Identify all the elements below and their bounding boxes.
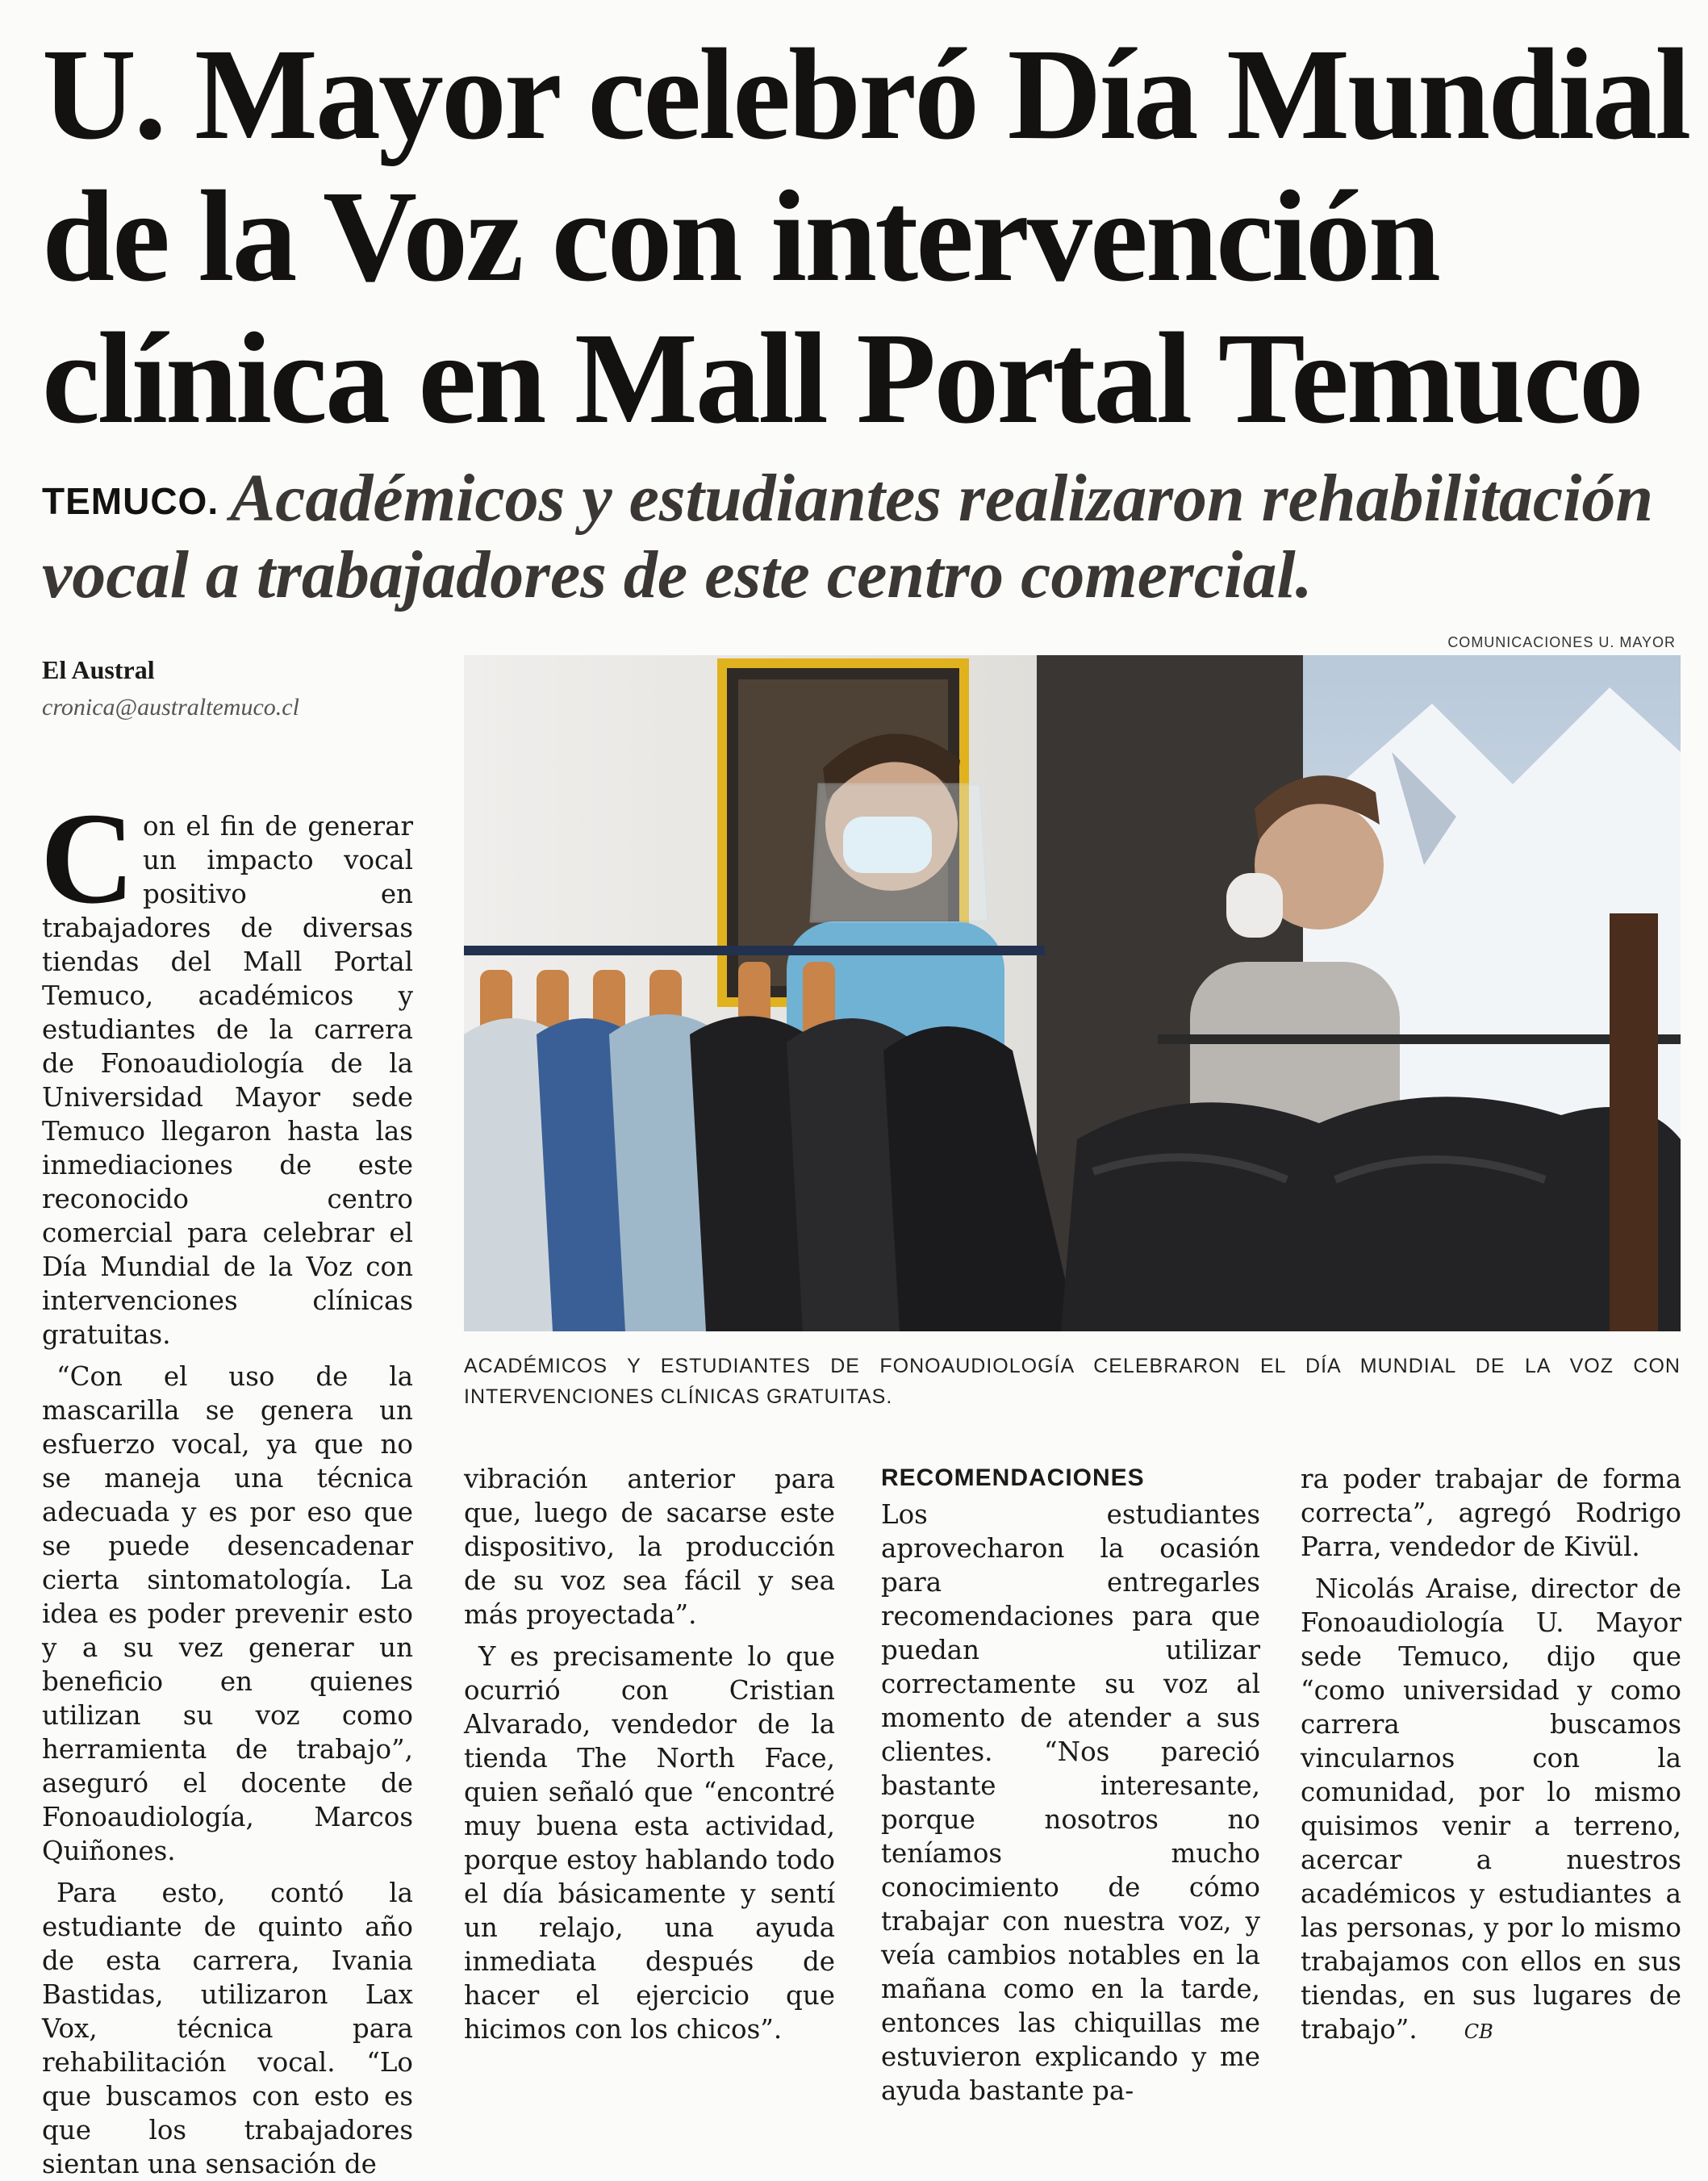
deck-line-2: vocal a trabajadores de este centro comercial. xyxy=(42,537,1313,612)
paragraph-8 xyxy=(1301,1572,1681,2049)
paragraph-2: “Con el uso de la mascarilla se genera un esfuerzo vocal, ya que no se maneja una técnica adecuada y es por eso que se puede desencadenar cierta sintomatología. La idea es poder prevenir esto y a su vez generar un beneficio en quienes utilizan su voz como herramienta de trabajo”, aseguró el docente de Fonoaudiología, Marcos Quiñones. xyxy=(42,1361,413,1866)
column-1 xyxy=(40,787,413,2181)
headline-line-3: clínica en Mall Portal Temuco xyxy=(42,307,1642,451)
drop-cap: C xyxy=(40,787,135,931)
headline xyxy=(42,23,1689,451)
store-scene-illustration xyxy=(464,655,1681,1331)
paragraph-4: vibración anterior para que, luego de sacarse este dispositivo, la producción de su voz sea fácil y sea más proyectada”. xyxy=(464,1464,835,1630)
byline-author: El Austral xyxy=(42,655,155,684)
end-mark: CB xyxy=(1464,2020,1493,2043)
paragraph-3: Para esto, contó la estudiante de quinto año de esta carrera, Ivania Bastidas, utilizaron Lax Vox, técnica para rehabilitación vocal. “Lo que buscamos con esto es que los trabajadores sientan una sensación de xyxy=(42,1878,413,2179)
byline-email: cronica@australtemuco.cl xyxy=(42,694,299,721)
deck-line-1: Académicos y estudiantes realizaron rehabilitación xyxy=(230,461,1654,536)
column-2 xyxy=(464,1462,835,2046)
paragraph-5: Y es precisamente lo que ocurrió con Cristian Alvarado, vendedor de la tienda The North Face, quien señaló que “encontré muy buena esta actividad, porque estoy hablando todo el día básicamente y sentí un relajo, una ayuda inmediata después de hacer el ejercicio que hicimos con los chicos”. xyxy=(464,1641,835,2045)
photo-credit: COMUNICACIONES U. MAYOR xyxy=(1447,634,1676,650)
column-3 xyxy=(881,1462,1260,2108)
column-4 xyxy=(1301,1462,1681,2049)
photo-caption: ACADÉMICOS Y ESTUDIANTES DE FONOAUDIOLOGÍA CELEBRARON EL DÍA MUNDIAL DE LA VOZ CON INTERVENCIONES CLÍNICAS GRATUITAS. xyxy=(464,1355,1681,1408)
deck xyxy=(42,462,1672,612)
paragraph-7: ra poder trabajar de forma correcta”, agregó Rodrigo Parra, vendedor de Kivül. xyxy=(1301,1464,1681,1562)
paragraph-1 xyxy=(40,787,413,1352)
paragraph-6: Los estudiantes aprovecharon la ocasión para entregarles recomendaciones para que puedan utilizar correctamente su voz al momento de atender a sus clientes. “Nos pareció bastante interesante, porque nosotros no teníamos mucho conocimiento de cómo trabajar con nuestra voz, y veía cambios notables en la mañana como en la tarde, entonces las chiquillas me estuvieron explicando y me ayuda bastante pa- xyxy=(881,1499,1260,2106)
article-photo xyxy=(464,655,1681,1331)
headline-line-1: U. Mayor celebró Día Mundial xyxy=(42,23,1689,167)
dateline-kicker: TEMUCO. xyxy=(42,480,219,522)
headline-line-2: de la Voz con intervención xyxy=(42,165,1439,309)
paragraph-8-text: Nicolás Araise, director de Fonoaudiología U. Mayor sede Temuco, dijo que “como universidad y como carrera buscamos vincularnos con la comunidad, por lo mismo quisimos venir a terreno, acercar a nuestros académicos y estudiantes a las personas, y por lo mismo trabajamos con ellos en sus tiendas, en sus lugares de trabajo”. xyxy=(1301,1573,1681,2045)
paragraph-1-text: on el fin de generar un impacto vocal positivo en trabajadores de diversas tiendas del Mall Portal Temuco, académicos y estudiantes de la carrera de Fonoaudiología de la Universidad Mayor sede Temuco llegaron hasta las inmediaciones de este reconocido centro comercial para celebrar el Día Mundial de la Voz con intervenciones clínicas gratuitas. xyxy=(42,811,413,1350)
section-subhead: RECOMENDACIONES xyxy=(881,1464,1145,1491)
